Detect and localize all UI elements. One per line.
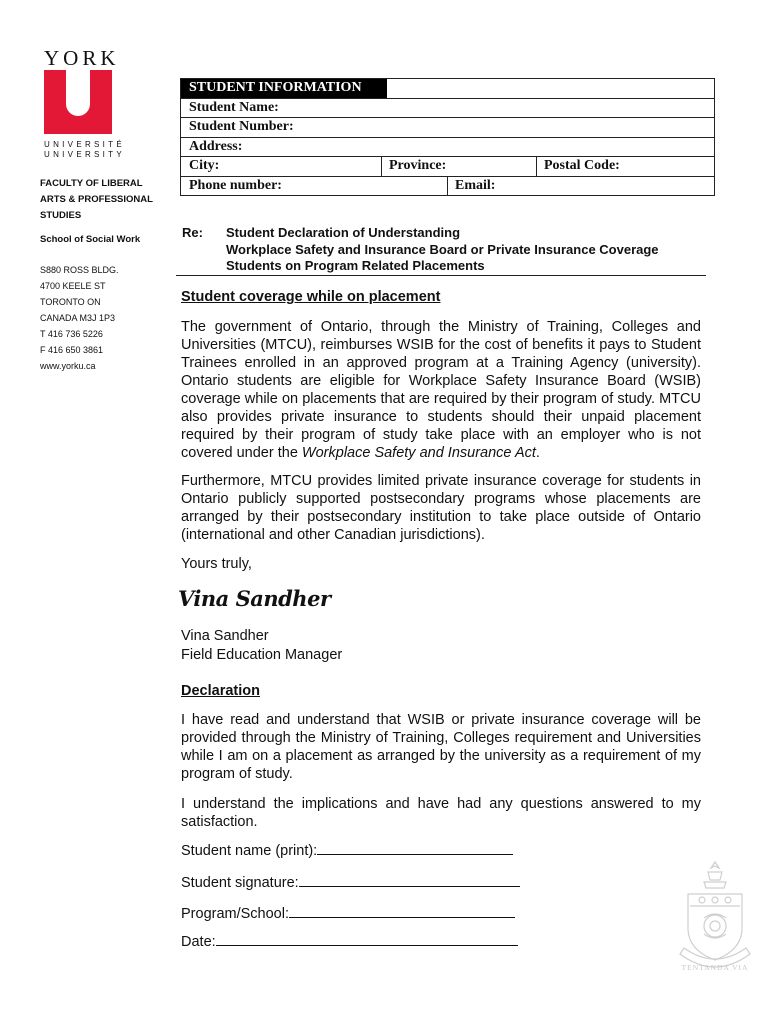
- date-field[interactable]: [181, 933, 701, 951]
- address-line: F 416 650 3861: [40, 345, 104, 355]
- city-province-postal-row[interactable]: [181, 156, 714, 176]
- re-subject: [226, 225, 659, 275]
- school-name: School of Social Work: [40, 234, 141, 245]
- program-school-line[interactable]: [289, 905, 515, 918]
- divider: [176, 275, 706, 276]
- re-line-2: Workplace Safety and Insurance Board or Private Insurance Coverage: [226, 241, 659, 257]
- student-number-field[interactable]: [181, 117, 714, 137]
- province-label: Province:: [389, 158, 447, 173]
- student-name-print-field[interactable]: [181, 842, 701, 860]
- wsia-italic: Workplace Safety and Insurance Act: [301, 445, 536, 461]
- address-line: 4700 KEELE ST: [40, 281, 106, 291]
- student-signature-line[interactable]: [299, 874, 520, 887]
- address-line: T 416 736 5226: [40, 329, 103, 339]
- date-line[interactable]: [216, 933, 518, 946]
- program-school-field[interactable]: [181, 905, 701, 923]
- program-school-label: Program/School:: [181, 906, 289, 922]
- student-signature-label: Student signature:: [181, 875, 299, 891]
- address-line: CANADA M3J 1P3: [40, 313, 116, 323]
- universite-text: UNIVERSITÉ: [44, 140, 126, 149]
- university-text: UNIVERSITY: [44, 150, 126, 159]
- re-line-3: Students on Program Related Placements: [226, 258, 485, 273]
- student-info-table: [180, 78, 715, 196]
- city-label: City:: [189, 158, 220, 173]
- coverage-heading: Student coverage while on placement: [181, 289, 441, 305]
- address-line: TORONTO ON: [40, 297, 101, 307]
- signer-title: Field Education Manager: [181, 647, 343, 663]
- declaration-paragraph-2: I understand the implications and have had any questions answered to my satisfaction.: [181, 796, 701, 830]
- declaration-heading: Declaration: [181, 683, 260, 699]
- postal-code-label: Postal Code:: [544, 158, 620, 173]
- student-name-label: Student Name:: [189, 99, 279, 115]
- closing-text: Yours truly,: [181, 556, 252, 572]
- student-name-print-line[interactable]: [317, 842, 513, 855]
- student-name-field[interactable]: [181, 98, 714, 118]
- coverage-paragraph-2: Furthermore, MTCU provides limited private insurance coverage for students in Ontario publicly supported postsecondary programs whose placements are arranged by their postsecondary institution to take place outside of Ontario (international and other Canadian jurisdictions).: [181, 473, 701, 543]
- address-block: [40, 262, 119, 374]
- signer-name: Vina Sandher: [181, 628, 269, 644]
- re-line-1: Student Declaration of Understanding: [226, 225, 461, 240]
- faculty-name: FACULTY OF LIBERAL ARTS & PROFESSIONAL STUDIES: [40, 178, 153, 221]
- student-signature-field[interactable]: [181, 874, 701, 892]
- signature-image: Vina Sandher: [178, 586, 331, 611]
- student-name-print-label: Student name (print):: [181, 843, 318, 859]
- phone-email-row[interactable]: [181, 176, 714, 196]
- york-u-logo-icon: [44, 70, 112, 134]
- address-field[interactable]: [181, 137, 714, 157]
- email-label: Email:: [455, 177, 496, 193]
- address-line: www.yorku.ca: [40, 361, 96, 371]
- re-label: Re:: [182, 225, 203, 240]
- student-number-label: Student Number:: [189, 119, 294, 134]
- student-info-header: STUDENT INFORMATION: [181, 79, 387, 98]
- university-crest-watermark: [674, 858, 756, 983]
- svg-text:TENTANDA VIA: TENTANDA VIA: [681, 963, 749, 972]
- phone-label: Phone number:: [189, 177, 282, 193]
- york-wordmark: YORK: [44, 46, 120, 70]
- address-line: S880 ROSS BLDG.: [40, 265, 119, 275]
- address-label: Address:: [189, 138, 243, 154]
- declaration-paragraph-1: I have read and understand that WSIB or private insurance coverage will be provided through the Ministry of Training, Colleges requirement and Universities while I am on a placement as arranged by the university as a requirement of my program of study.: [181, 712, 701, 782]
- date-label: Date:: [181, 934, 216, 950]
- coverage-paragraph-1: The government of Ontario, through the Ministry of Training, Colleges and Universities (MTCU), reimburses WSIB for the cost of benefits it pays to Student Trainees enrolled in an approved program at a Training Agency (university). Ontario students are eligible for Workplace Safety Insurance Board (WSIB) coverage while on placements that are required by their program of study. MTCU also provides private insurance to students should their unpaid placement required by their program of study take place with an employer who is not covered under the Workplace Safety and Insurance Act.: [181, 319, 701, 461]
